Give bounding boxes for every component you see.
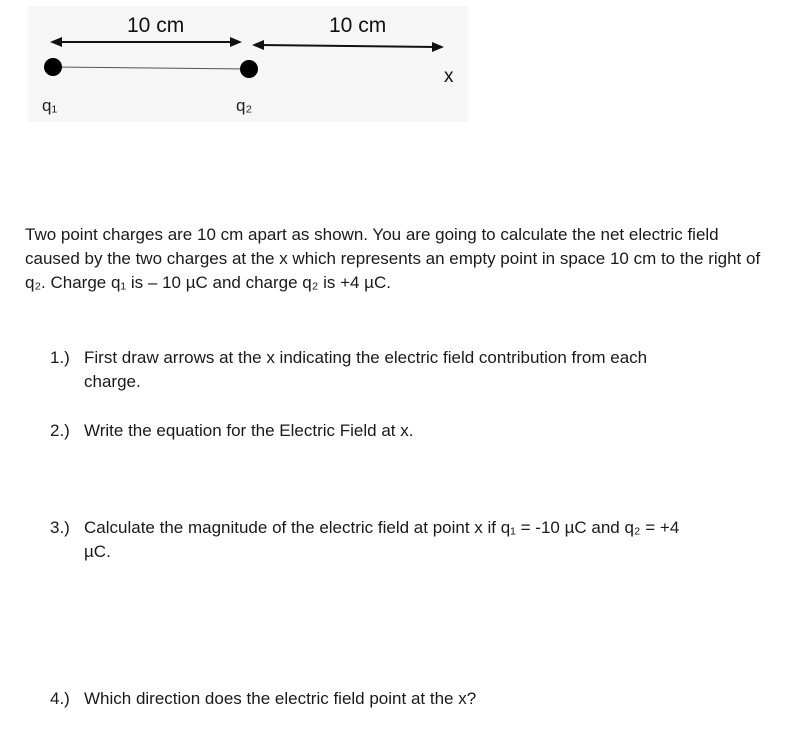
charge-q2-label: q₂ — [236, 96, 253, 115]
question-text-line1: Calculate the magnitude of the electric field at point x if q₁ = -10 µC and q₂ = +4 — [84, 518, 680, 537]
point-x-label: x — [444, 66, 454, 87]
question-3 — [50, 516, 750, 564]
question-2 — [50, 419, 750, 443]
dimension-arrow-left-head-end — [230, 37, 242, 47]
problem-intro: Two point charges are 10 cm apart as shown. You are going to calculate the net electric field caused by the two charges at the x which represents an empty point in space 10 cm to the right of q₂. Charge q₁ is – 10 µC and charge q₂ is +4 µC. — [25, 225, 761, 292]
question-number: 4.) — [50, 689, 70, 708]
question-text-line1: First draw arrows at the x indicating the electric field contribution from each — [84, 348, 648, 367]
question-text-line2: µC. — [84, 542, 111, 561]
charge-diagram — [0, 0, 788, 130]
spacing-label-left: 10 cm — [127, 14, 185, 37]
dimension-arrow-right-head-start — [252, 40, 264, 50]
dimension-arrow-right-head-end — [432, 42, 444, 52]
question-text-line1: Write the equation for the Electric Field at x. — [84, 421, 414, 440]
dimension-arrow-left-head-start — [50, 37, 62, 47]
question-number: 1.) — [50, 348, 70, 367]
diagram-graphics — [0, 0, 788, 130]
dimension-arrow-right-line — [260, 45, 436, 47]
question-number: 3.) — [50, 518, 70, 537]
question-1 — [50, 346, 750, 394]
charge-separation-line — [53, 67, 249, 69]
charge-q1-label: q₁ — [42, 96, 58, 115]
question-text-line2: charge. — [84, 372, 141, 391]
charge-q2-dot — [240, 60, 258, 78]
question-number: 2.) — [50, 421, 70, 440]
spacing-label-right: 10 cm — [329, 14, 387, 37]
question-4 — [50, 687, 750, 711]
charge-q1-dot — [44, 58, 62, 76]
question-text-line1: Which direction does the electric field point at the x? — [84, 689, 477, 708]
